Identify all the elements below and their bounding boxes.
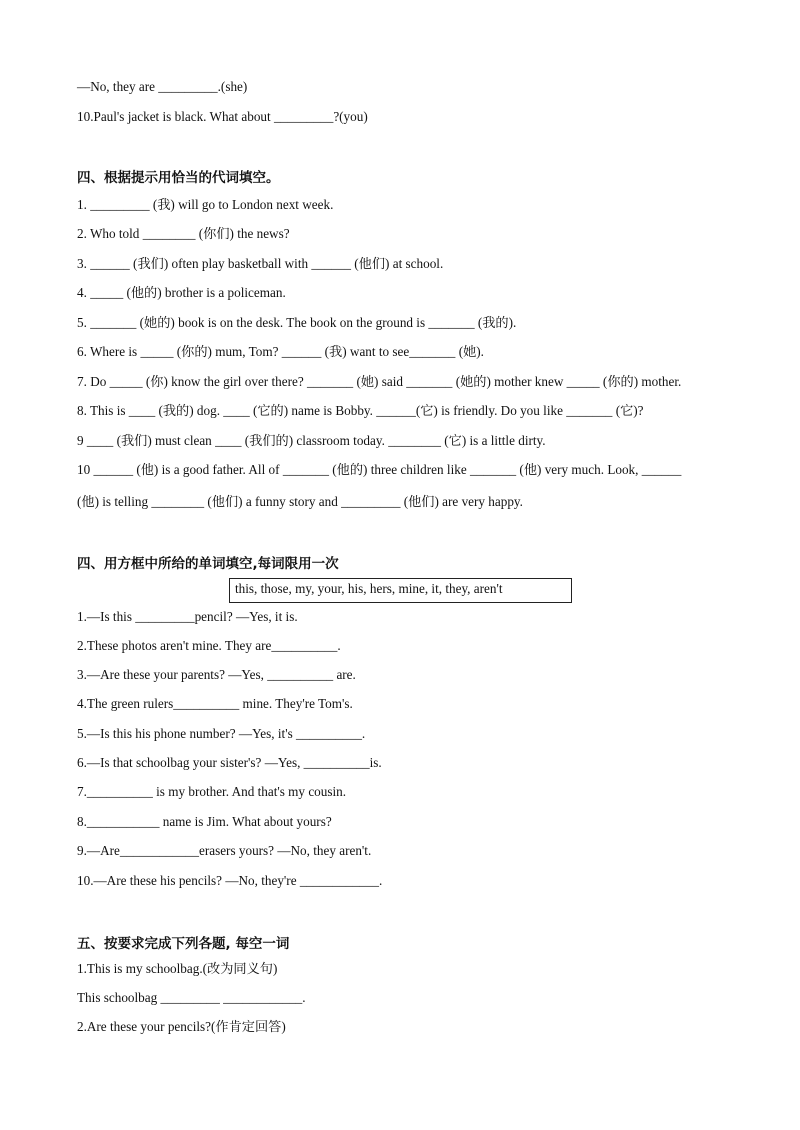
pronoun-item-7: 7. Do _____ (你) know the girl over there? _______ (她) said _______ (她的) mother knew _____ (你的) mother.: [77, 374, 682, 389]
wordbox-item-2: 2.These photos aren't mine. They are__________.: [77, 638, 341, 653]
pronoun-item-3: 3. ______ (我们) often play basketball with ______ (他们) at school.: [77, 256, 444, 271]
wordbox-item-10: 10.—Are these his pencils? —No, they're ____________.: [77, 873, 383, 888]
wordbox-item-6: 6.—Is that schoolbag your sister's? —Yes, __________is.: [77, 755, 382, 770]
wordbox-item-8: 8.___________ name is Jim. What about yours?: [77, 814, 332, 829]
word-box: this, those, my, your, his, hers, mine, it, they, aren't: [229, 578, 572, 603]
pronoun-item-8: 8. This is ____ (我的) dog. ____ (它的) name is Bobby. ______(它) is friendly. Do you like _______ (它)?: [77, 403, 644, 418]
wordbox-section-heading: 四、用方框中所给的单词填空,每词限用一次: [77, 556, 339, 572]
transform-section-heading: 五、按要求完成下列各题, 每空一词: [77, 936, 290, 952]
wordbox-item-9: 9.—Are____________erasers yours? —No, they aren't.: [77, 843, 372, 858]
pronoun-item-10-continued: (他) is telling ________ (他们) a funny story and _________ (他们) are very happy.: [77, 494, 523, 509]
wordbox-item-3: 3.—Are these your parents? —Yes, __________ are.: [77, 667, 356, 682]
pronoun-item-1: 1. _________ (我) will go to London next week.: [77, 197, 334, 212]
prev-item-10: 10.Paul's jacket is black. What about _________?(you): [77, 109, 368, 124]
wordbox-item-4: 4.The green rulers__________ mine. They're Tom's.: [77, 696, 353, 711]
transform-item-1-answer: This schoolbag _________ ____________.: [77, 990, 306, 1005]
wordbox-item-5: 5.—Is this his phone number? —Yes, it's __________.: [77, 726, 366, 741]
transform-item-2: 2.Are these your pencils?(作肯定回答): [77, 1019, 286, 1034]
wordbox-item-1: 1.—Is this _________pencil? —Yes, it is.: [77, 609, 298, 624]
transform-item-1: 1.This is my schoolbag.(改为同义句): [77, 961, 278, 976]
pronoun-section-heading: 四、根据提示用恰当的代词填空。: [77, 170, 280, 186]
prev-item-9-answer: —No, they are _________.(she): [77, 79, 248, 94]
pronoun-item-4: 4. _____ (他的) brother is a policeman.: [77, 285, 286, 300]
pronoun-item-6: 6. Where is _____ (你的) mum, Tom? ______ (我) want to see_______ (她).: [77, 344, 484, 359]
pronoun-item-10: 10 ______ (他) is a good father. All of _______ (他的) three children like _______ (他) very much. Look, ______: [77, 462, 682, 477]
wordbox-item-7: 7.__________ is my brother. And that's my cousin.: [77, 784, 347, 799]
pronoun-item-9: 9 ____ (我们) must clean ____ (我们的) classroom today. ________ (它) is a little dirty.: [77, 433, 546, 448]
pronoun-item-2: 2. Who told ________ (你们) the news?: [77, 226, 290, 241]
pronoun-item-5: 5. _______ (她的) book is on the desk. The book on the ground is _______ (我的).: [77, 315, 517, 330]
